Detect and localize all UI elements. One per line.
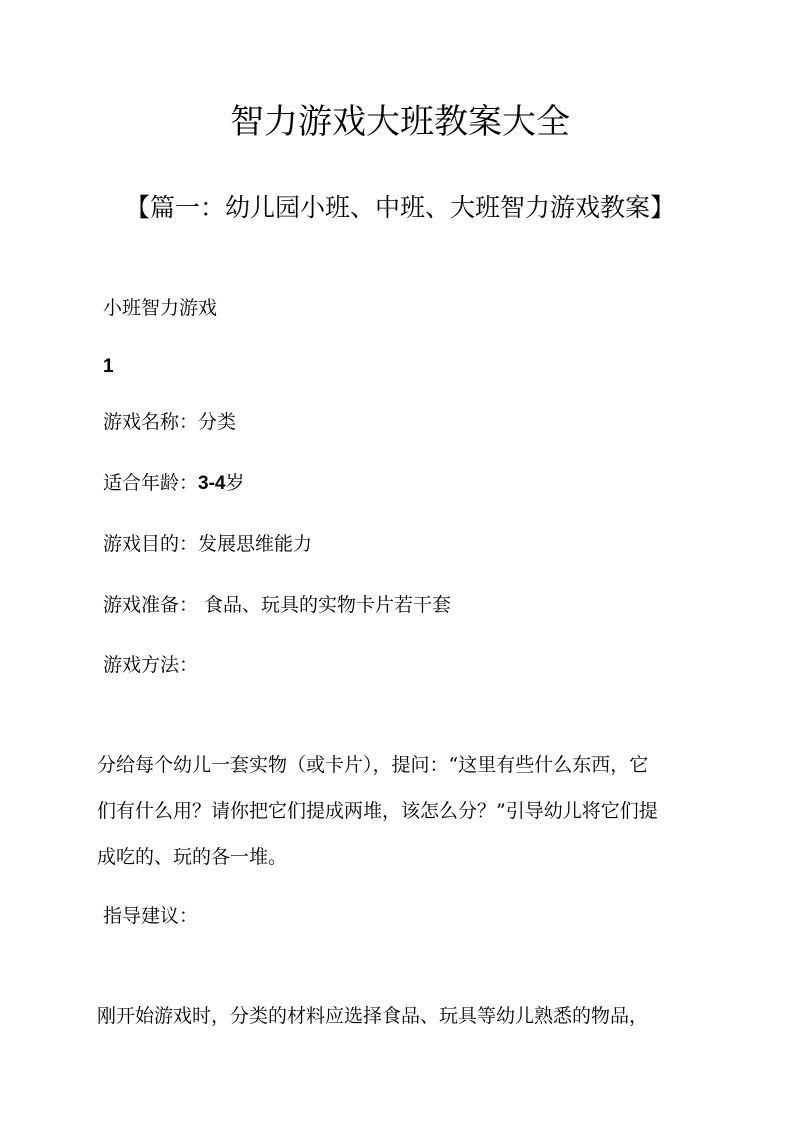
- item-number: 1: [103, 356, 114, 377]
- advice-paragraph: [97, 993, 697, 1039]
- advice-line: 刚开始游戏时，分类的材料应选择食品、玩具等幼儿熟悉的物品，: [97, 1005, 649, 1027]
- game-name-label: 游戏名称：: [103, 411, 199, 433]
- method-line: 成吃的、玩的各一堆。: [97, 846, 288, 868]
- age-value: 3-4: [198, 473, 226, 494]
- method-label: 游戏方法：: [103, 654, 199, 676]
- prep-line: [103, 591, 451, 619]
- goal-value: 发展思维能力: [198, 533, 313, 555]
- method-line: 们有什么用？请你把它们提成两堆，该怎么分？”引导幼儿将它们提: [97, 800, 658, 822]
- document-subtitle: 【篇一：幼儿园小班、中班、大班智力游戏教案】: [124, 193, 675, 222]
- section-heading: 小班智力游戏: [103, 297, 218, 319]
- age-unit: 岁: [225, 472, 245, 494]
- method-paragraph: [97, 742, 697, 880]
- document-title: 智力游戏大班教案大全: [230, 102, 570, 142]
- goal-line: [103, 530, 312, 558]
- prep-label: 游戏准备：: [103, 594, 199, 616]
- age-label: 适合年龄：: [103, 472, 199, 494]
- method-line: 分给每个幼儿一套实物（或卡片），提问：“这里有些什么东西，它: [97, 754, 649, 776]
- prep-value: 食品、玩具的实物卡片若干套: [198, 594, 452, 616]
- game-name-line: [103, 408, 236, 436]
- goal-label: 游戏目的：: [103, 533, 199, 555]
- advice-label: 指导建议：: [103, 905, 199, 927]
- game-name-value: 分类: [198, 411, 237, 433]
- age-line: [103, 469, 245, 498]
